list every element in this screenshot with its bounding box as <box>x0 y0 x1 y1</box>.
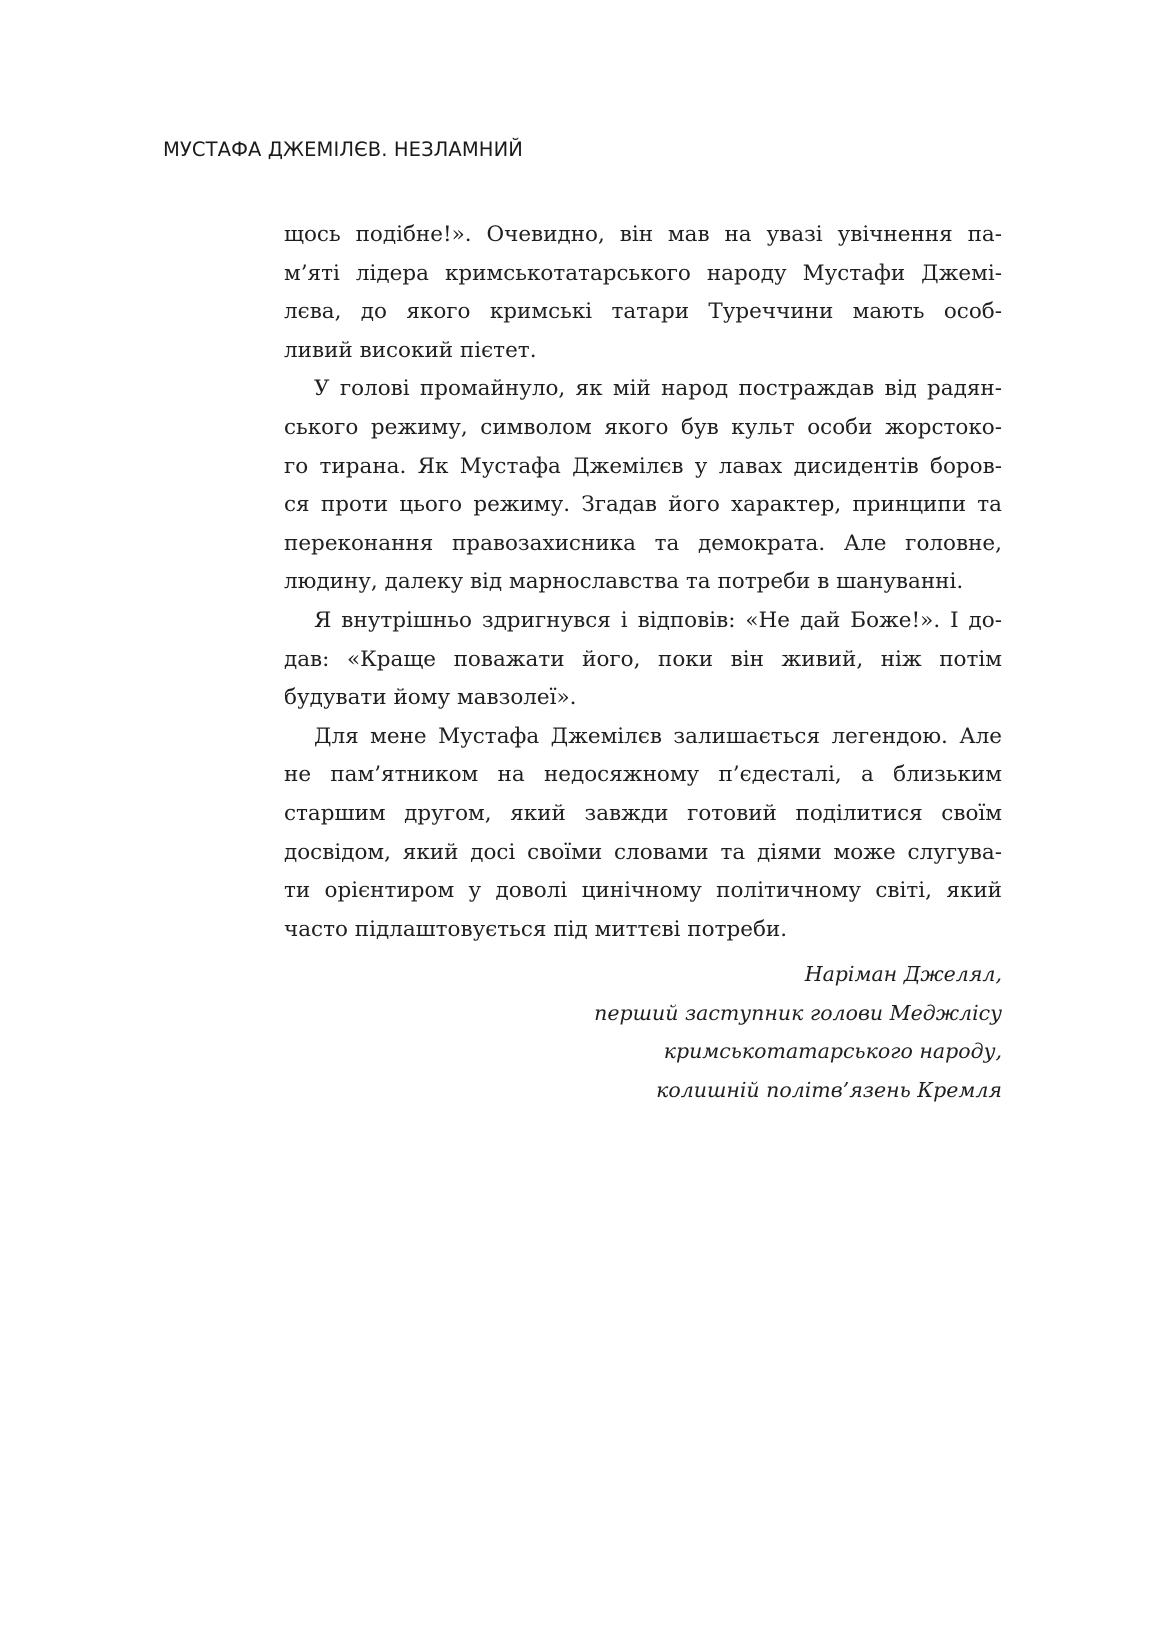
paragraph-1 <box>284 216 1002 370</box>
text-line: Я внутрішньо здригнувся і відповів: «Не дай Боже!». І до- <box>314 607 1002 633</box>
text-line: ливий високий пієтет. <box>284 337 537 363</box>
text-line: ся проти цього режиму. Згадав його характер, принципи та <box>284 492 1002 518</box>
text-line: Для мене Мустафа Джемілєв залишається легендою. Але <box>314 723 1002 749</box>
text-line: дав: «Краще поважати його, поки він живий, ніж потім <box>284 646 1002 672</box>
signature-title: колишній політв’язень Кремля <box>656 1077 1002 1102</box>
text-line: будувати йому мавзолеї». <box>284 685 577 711</box>
text-line: ського режиму, символом якого був культ особи жорстоко- <box>284 414 1002 440</box>
text-line: ти орієнтиром у доволі цинічному політичному світі, який <box>284 878 1002 904</box>
paragraph-4 <box>284 718 1002 950</box>
running-title: МУСТАФА ДЖЕМІЛЄВ. НЕЗЛАМНИЙ <box>163 138 523 161</box>
signature-title: перший заступник голови Меджлісу <box>594 1000 1002 1025</box>
paragraph-3 <box>284 602 1002 718</box>
text-line: часто підлаштовується під миттєві потреби. <box>284 916 788 942</box>
body-text <box>284 216 1002 949</box>
signature-block <box>594 955 1002 1109</box>
text-line: м’яті лідера кримськотатарського народу Мустафи Джемі- <box>284 260 1002 286</box>
text-line: го тирана. Як Мустафа Джемілєв у лавах дисидентів боров- <box>284 453 1002 479</box>
paragraph-2 <box>284 370 1002 602</box>
text-line: переконання правозахисника та демократа. Але головне, <box>284 530 1002 556</box>
text-line: лєва, до якого кримські татари Туреччини мають особ- <box>284 299 1002 325</box>
signature-title: кримськотатарського народу, <box>663 1039 1002 1064</box>
text-line: старшим другом, який завжди готовий поділитися своїм <box>284 800 1002 826</box>
signature-name: Наріман Джелял, <box>804 962 1002 986</box>
text-line: не пам’ятником на недосяжному п’єдесталі, а близьким <box>284 762 1002 788</box>
text-line: У голові промайнуло, як мій народ постраждав від радян- <box>314 376 1002 402</box>
text-line: людину, далеку від марнославства та потреби в шануванні. <box>284 569 964 595</box>
text-line: щось подібне!». Очевидно, він мав на увазі увічнення па- <box>284 222 1002 247</box>
text-line: досвідом, який досі своїми словами та діями може слугува- <box>284 839 1002 865</box>
